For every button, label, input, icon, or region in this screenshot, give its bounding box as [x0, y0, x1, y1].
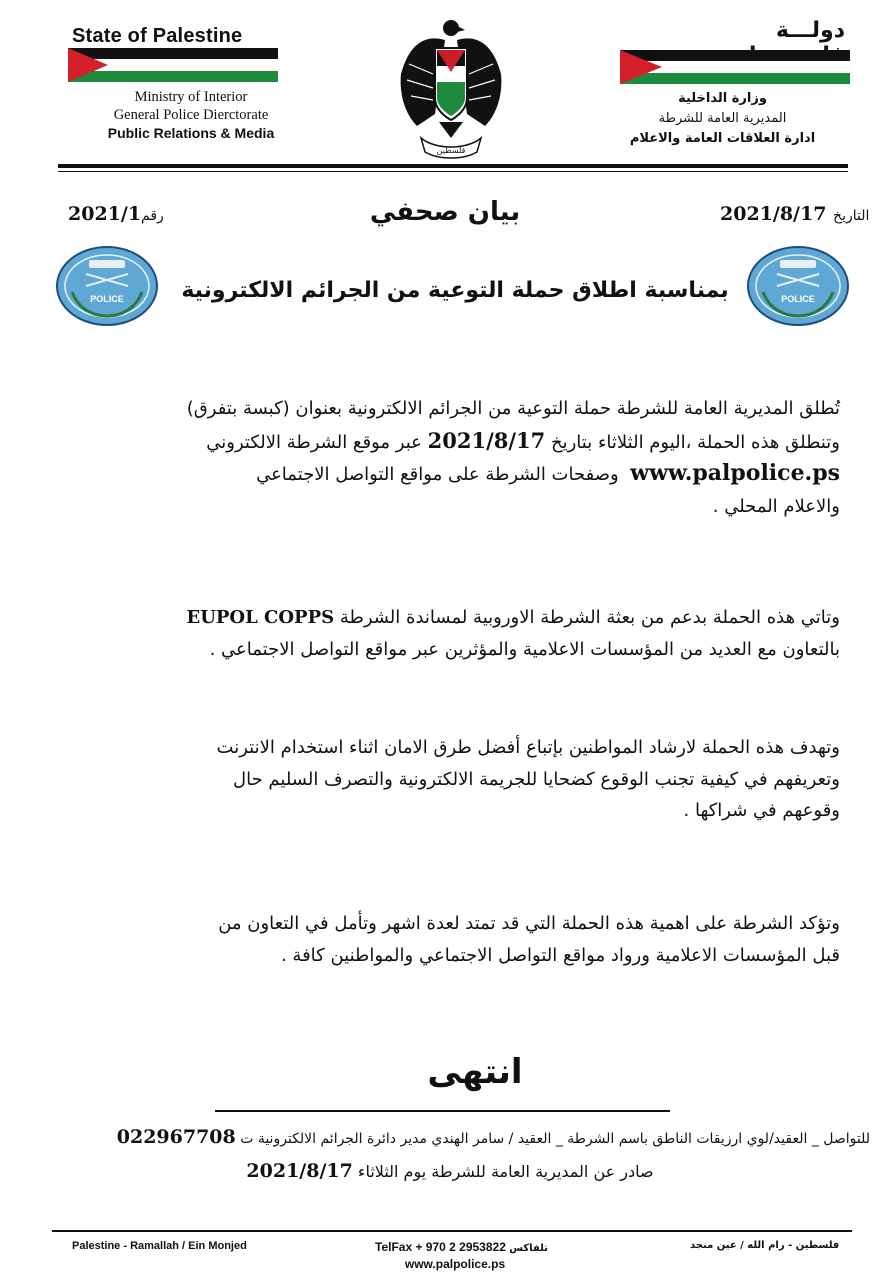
letterhead-en-ministry: Ministry of Interior: [134, 89, 248, 105]
police-badge-icon: [747, 246, 849, 326]
eupol-copps: EUPOL COPPS: [186, 607, 335, 628]
letterhead-ar-directorate: المديرية العامة للشرطة: [658, 111, 787, 126]
paragraph-1-line-2-a: وتنطلق هذه الحملة ،اليوم الثلاثاء بتاريخ: [550, 431, 840, 453]
issued-date: 2021/8/17: [246, 1160, 353, 1182]
paragraph-3-line-3: وقوعهم في شراكها .: [683, 800, 840, 821]
footer-address-en: Palestine - Ramallah / Ein Monjed: [72, 1240, 247, 1252]
paragraph-1-line-2-b: عبر موقع الشرطة الالكتروني: [206, 431, 422, 453]
end-marker: انتهى: [427, 1052, 523, 1092]
contact-line: [25, 1126, 870, 1148]
paragraph-1-line-3-b: وصفحات الشرطة على مواقع التواصل الاجتماعي: [256, 464, 619, 485]
badge-text: POLICE: [781, 294, 815, 304]
paragraph-4: [60, 908, 840, 971]
paragraph-3-line-1: وتهدف هذه الحملة لارشاد المواطنين بإتباع أفضل طرق الامان اثناء استخدام الانترنت: [216, 737, 840, 758]
letterhead-en-title: State of Palestine: [72, 25, 243, 47]
header-divider-thin: [58, 171, 848, 172]
police-badge-icon: [56, 246, 158, 326]
letterhead-en-department: Public Relations & Media: [107, 125, 275, 141]
paragraph-1: [60, 393, 840, 522]
paragraph-3-line-2: وتعريفهم في كيفية تجنب الوقوع كضحايا للجريمة الالكترونية والتصرف السليم حال: [233, 768, 840, 790]
website-link[interactable]: www.palpolice.ps: [630, 460, 840, 486]
campaign-date: 2021/8/17: [427, 427, 546, 453]
palestine-flag-icon: [68, 48, 278, 82]
letterhead-ar-ministry: وزارة الداخلية: [678, 91, 767, 106]
paragraph-1-line-2: [60, 425, 840, 459]
statement-date-label: التاريخ: [833, 208, 870, 224]
statement-number-label: رقم: [141, 208, 164, 224]
issued-line: [190, 1160, 710, 1182]
statement-date: [720, 203, 869, 225]
paragraph-4-line-2: قبل المؤسسات الاعلامية ورواد مواقع التواصل الاجتماعي والمواطنين كافة .: [280, 944, 840, 966]
paragraph-2-line-1-a: وتاتي هذه الحملة بدعم من بعثة الشرطة الاوروبية لمساندة الشرطة: [339, 607, 840, 628]
badge-text: POLICE: [90, 294, 124, 304]
contact-text: للتواصل _ العقيد/لوي ارزيقات الناطق باسم الشرطة _ العقيد / سامر الهندي مدير دائرة الجرائم الالكترونية ت: [240, 1131, 870, 1147]
footer-website-link[interactable]: www.palpolice.ps: [404, 1257, 506, 1271]
header-divider: [58, 164, 848, 168]
paragraph-2-line-1: [60, 602, 840, 634]
statement-number: [68, 203, 164, 225]
end-divider: [215, 1110, 670, 1112]
page-title: بيان صحفي: [369, 197, 521, 227]
footer-telfax-en: TelFax + 970 2 2953822: [375, 1240, 506, 1254]
footer-divider: [52, 1230, 852, 1232]
statement-date-value: 2021/8/17: [720, 203, 827, 225]
letterhead-ar-title: دولـــة: [775, 18, 845, 43]
paragraph-2: [60, 602, 840, 665]
footer-telfax-ar: تلفاكس: [509, 1243, 548, 1254]
paragraph-2-line-2: بالتعاون مع العديد من المؤسسات الاعلامية والمؤثرين عبر مواقع التواصل الاجتماعي .: [209, 638, 840, 660]
paragraph-1-line-1: تُطلق المديرية العامة للشرطة حملة التوعية من الجرائم الالكترونية بعنوان (كبسة بتفرق): [186, 398, 840, 419]
paragraph-4-line-1: وتؤكد الشرطة على اهمية هذه الحملة التي قد تمتد لعدة اشهر وتأمل في التعاون من: [218, 913, 840, 934]
footer-address-ar: فلسطين - رام الله / عين منجد: [690, 1240, 840, 1251]
paragraph-1-line-3: [60, 458, 840, 491]
emblem-caption: فلسطين: [436, 146, 466, 155]
palestine-flag-icon: [620, 50, 850, 84]
letterhead-en-directorate: General Police Dierctorate: [113, 107, 269, 123]
statement-number-value: 2021/1: [68, 203, 142, 225]
issued-text: صادر عن المديرية العامة للشرطة يوم الثلاثاء: [357, 1162, 654, 1181]
footer-telfax: [375, 1240, 548, 1254]
paragraph-3: [60, 732, 840, 827]
contact-phone: 022967708: [116, 1126, 236, 1148]
eagle-emblem-icon: [395, 14, 507, 160]
page-subtitle: بمناسبة اطلاق حملة التوعية من الجرائم الالكترونية: [181, 278, 729, 303]
letterhead-ar-department: ادارة العلاقات العامة والاعلام: [629, 131, 816, 146]
paragraph-1-line-4: والاعلام المحلي .: [712, 495, 840, 517]
